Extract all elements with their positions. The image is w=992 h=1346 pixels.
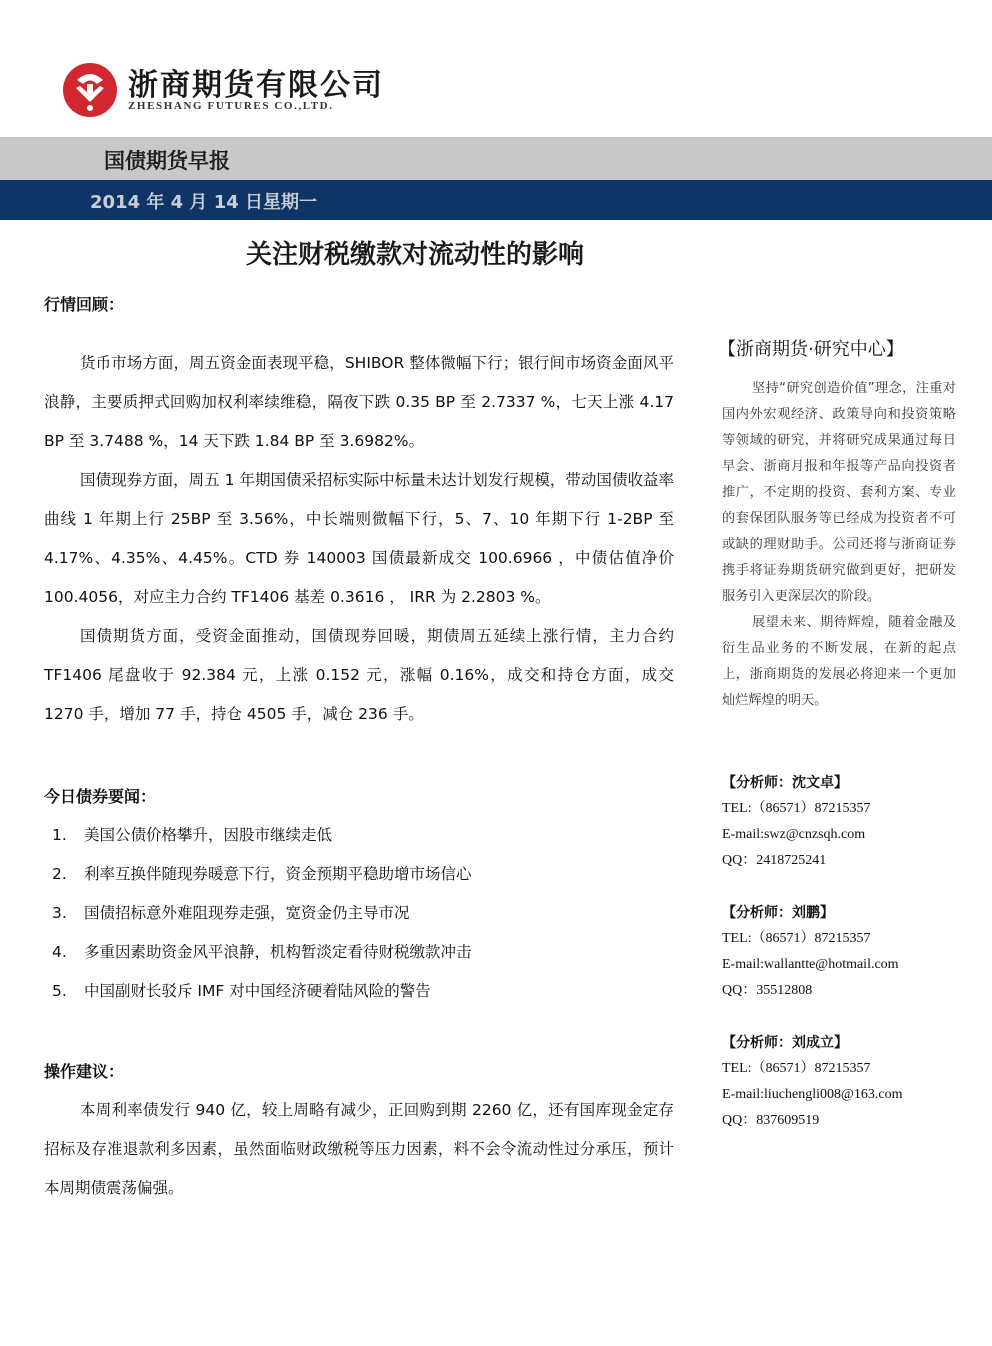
analyst-name: 【分析师：沈文卓】 (722, 775, 848, 791)
news-text: 美国公债价格攀升，因股市继续走低 (84, 826, 333, 844)
news-number: 4. (52, 943, 67, 961)
analyst-qq: QQ：2418725241 (722, 853, 827, 868)
news-number: 5. (52, 982, 67, 1000)
sidebar-paragraph: 展望未来、期待辉煌，随着金融及衍生品业务的不断发展，在新的起点上，浙商期货的发展必将迎来一个更加灿烂辉煌的明天。 (722, 615, 956, 708)
list-item (44, 933, 674, 972)
report-date: 2014 年 4 月 14 日星期一 (90, 192, 318, 213)
report-title: 关注财税缴款对流动性的影响 (245, 240, 584, 270)
sidebar-title: 【浙商期货·研究中心】 (718, 339, 904, 360)
date-band (0, 180, 992, 220)
news-number: 2. (52, 865, 67, 883)
market-review-paragraph: 国债期货方面，受资金面推动，国债现券回暖，期债周五延续上涨行情，主力合约 TF1406 尾盘收于 92.384 元，上涨 0.152 元，涨幅 0.16%，成交和持仓方面，成交 1270 手，增加 77 手，持仓 4505 手，减仓 236 手。 (44, 627, 674, 723)
list-item (44, 972, 674, 1011)
news-text: 多重因素助资金风平浪静，机构暂淡定看待财税缴款冲击 (84, 943, 472, 961)
main-content (44, 292, 674, 1208)
market-review-paragraph: 国债现券方面，周五 1 年期国债采招标实际中标量未达计划发行规模，带动国债收益率曲线 1 年期上行 25BP 至 3.56%，中长端则微幅下行，5、7、10 年期下行 1-2BP 至 4.17%、4.35%、4.45%。CTD 券 140003 国债最新成交 100.6966 ，中债估值净价 100.4056，对应主力合约 TF1406 基差 0.3616 ， IRR 为 2.2803 %。 (44, 471, 674, 606)
market-review-paragraph: 货币市场方面，周五资金面表现平稳，SHIBOR 整体微幅下行；银行间市场资金面风平浪静，主要质押式回购加权利率续维稳，隔夜下跌 0.35 BP 至 2.7337 %，七天上涨 4.17 BP 至 3.7488 %，14 天下跌 1.84 BP 至 3.6982%。 (44, 354, 674, 450)
analyst-card (722, 1030, 956, 1134)
news-number: 1. (52, 826, 67, 844)
news-text: 国债招标意外难阻现券走强，宽资金仍主导市况 (84, 904, 410, 922)
list-item (44, 816, 674, 855)
report-name-band (0, 137, 992, 180)
news-list (44, 816, 674, 1011)
section-heading-advice: 操作建议： (44, 1062, 125, 1081)
analyst-qq: QQ：35512808 (722, 983, 813, 998)
analyst-card (722, 770, 956, 874)
section-heading-news: 今日债券要闻： (44, 787, 157, 806)
analyst-name: 【分析师：刘成立】 (722, 1035, 848, 1051)
list-item (44, 894, 674, 933)
brand-name-en: ZHESHANG FUTURES CO.,LTD. (128, 100, 334, 112)
sidebar-paragraph: 坚持“研究创造价值”理念，注重对国内外宏观经济、政策导向和投资策略等领域的研究，并将研究成果通过每日早会、浙商月报和年报等产品向投资者推广，不定期的投资、套利方案、专业的套保团队服务等已经成为投资者不可或缺的理财助手。公司还将与浙商证券携手将证券期货研究做到更好，把研发服务引入更深层次的阶段。 (722, 381, 956, 604)
analyst-tel: TEL:（86571）87215357 (722, 801, 871, 816)
section-heading-market-review: 行情回顾： (44, 295, 125, 314)
analyst-email: E-mail:swz@cnzsqh.com (722, 827, 866, 842)
analyst-tel: TEL:（86571）87215357 (722, 1061, 871, 1076)
analyst-qq: QQ：837609519 (722, 1113, 820, 1128)
advice-paragraph: 本周利率债发行 940 亿，较上周略有减少，正回购到期 2260 亿，还有国库现金定存招标及存准退款利多因素，虽然面临财政缴税等压力因素，料不会令流动性过分承压，预计本周期债震荡偏强。 (44, 1101, 674, 1197)
analyst-email: E-mail:wallantte@hotmail.com (722, 957, 899, 972)
report-name: 国债期货早报 (104, 149, 230, 173)
news-number: 3. (52, 904, 67, 922)
analyst-name: 【分析师：刘鹏】 (722, 905, 834, 921)
news-text: 利率互换伴随现券暖意下行，资金预期平稳助增市场信心 (84, 865, 472, 883)
sidebar (718, 336, 956, 1134)
analyst-card (722, 900, 956, 1004)
analyst-tel: TEL:（86571）87215357 (722, 931, 871, 946)
list-item (44, 855, 674, 894)
analyst-email: E-mail:liuchengli008@163.com (722, 1087, 903, 1102)
company-logo-icon (62, 62, 118, 118)
brand-name-cn: 浙商期货有限公司 (128, 68, 384, 103)
news-text: 中国副财长驳斥 IMF 对中国经济硬着陆风险的警告 (84, 982, 431, 1000)
